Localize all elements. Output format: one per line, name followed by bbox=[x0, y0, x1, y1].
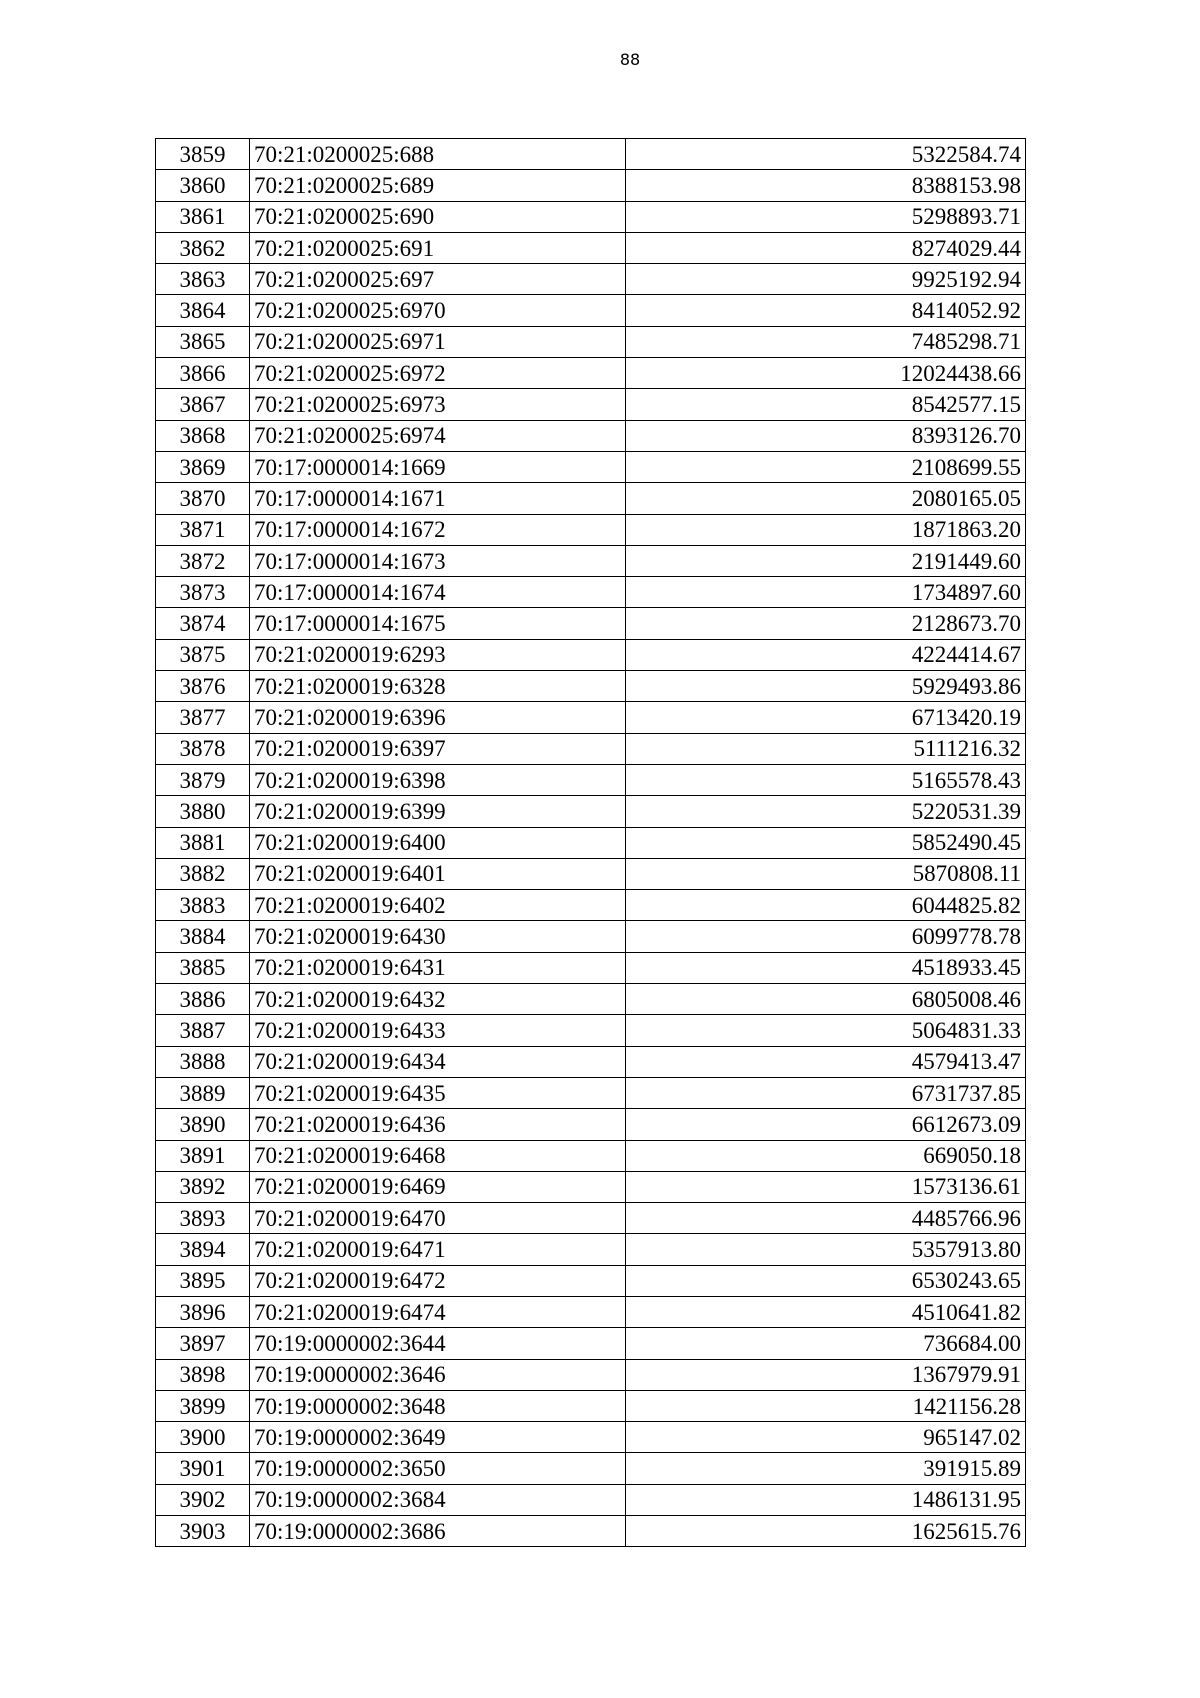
row-number-cell: 3872 bbox=[156, 545, 250, 576]
table-row bbox=[156, 639, 1026, 670]
value-cell: 6713420.19 bbox=[626, 702, 1026, 733]
table-row bbox=[156, 702, 1026, 733]
row-number-cell: 3891 bbox=[156, 1140, 250, 1171]
row-number-cell: 3877 bbox=[156, 702, 250, 733]
value-cell: 6099778.78 bbox=[626, 921, 1026, 952]
value-cell: 5165578.43 bbox=[626, 764, 1026, 795]
table-row bbox=[156, 1234, 1026, 1265]
table-row bbox=[156, 858, 1026, 889]
value-cell: 5220531.39 bbox=[626, 796, 1026, 827]
cadastral-number-cell: 70:17:0000014:1671 bbox=[250, 483, 626, 514]
cadastral-number-cell: 70:21:0200019:6468 bbox=[250, 1140, 626, 1171]
cadastral-number-cell: 70:19:0000002:3650 bbox=[250, 1453, 626, 1484]
table-row bbox=[156, 608, 1026, 639]
cadastral-number-cell: 70:21:0200019:6470 bbox=[250, 1203, 626, 1234]
cadastral-number-cell: 70:19:0000002:3684 bbox=[250, 1484, 626, 1515]
table-row bbox=[156, 1296, 1026, 1327]
value-cell: 965147.02 bbox=[626, 1422, 1026, 1453]
value-cell: 8414052.92 bbox=[626, 295, 1026, 326]
row-number-cell: 3879 bbox=[156, 764, 250, 795]
row-number-cell: 3892 bbox=[156, 1171, 250, 1202]
row-number-cell: 3886 bbox=[156, 984, 250, 1015]
row-number-cell: 3859 bbox=[156, 139, 250, 170]
value-cell: 1573136.61 bbox=[626, 1171, 1026, 1202]
value-cell: 5064831.33 bbox=[626, 1015, 1026, 1046]
value-cell: 2191449.60 bbox=[626, 545, 1026, 576]
row-number-cell: 3899 bbox=[156, 1390, 250, 1421]
table-row bbox=[156, 451, 1026, 482]
cadastral-number-cell: 70:21:0200019:6436 bbox=[250, 1109, 626, 1140]
table-row bbox=[156, 1109, 1026, 1140]
table-row bbox=[156, 295, 1026, 326]
cadastral-number-cell: 70:21:0200019:6328 bbox=[250, 671, 626, 702]
table-row bbox=[156, 827, 1026, 858]
row-number-cell: 3860 bbox=[156, 170, 250, 201]
value-cell: 9925192.94 bbox=[626, 264, 1026, 295]
row-number-cell: 3868 bbox=[156, 420, 250, 451]
row-number-cell: 3871 bbox=[156, 514, 250, 545]
table-row bbox=[156, 545, 1026, 576]
row-number-cell: 3901 bbox=[156, 1453, 250, 1484]
row-number-cell: 3889 bbox=[156, 1077, 250, 1108]
cadastral-number-cell: 70:21:0200019:6433 bbox=[250, 1015, 626, 1046]
cadastral-number-cell: 70:19:0000002:3686 bbox=[250, 1516, 626, 1547]
cadastral-number-cell: 70:21:0200019:6400 bbox=[250, 827, 626, 858]
cadastral-number-cell: 70:21:0200025:689 bbox=[250, 170, 626, 201]
table-row bbox=[156, 1390, 1026, 1421]
value-cell: 5852490.45 bbox=[626, 827, 1026, 858]
cadastral-number-cell: 70:21:0200025:688 bbox=[250, 139, 626, 170]
row-number-cell: 3861 bbox=[156, 201, 250, 232]
table-row bbox=[156, 1140, 1026, 1171]
value-cell: 1734897.60 bbox=[626, 577, 1026, 608]
cadastral-number-cell: 70:21:0200019:6402 bbox=[250, 890, 626, 921]
value-cell: 5357913.80 bbox=[626, 1234, 1026, 1265]
row-number-cell: 3893 bbox=[156, 1203, 250, 1234]
cadastral-number-cell: 70:21:0200019:6434 bbox=[250, 1046, 626, 1077]
table-row bbox=[156, 1516, 1026, 1547]
row-number-cell: 3878 bbox=[156, 733, 250, 764]
table-row bbox=[156, 170, 1026, 201]
value-cell: 5929493.86 bbox=[626, 671, 1026, 702]
row-number-cell: 3890 bbox=[156, 1109, 250, 1140]
table-row bbox=[156, 796, 1026, 827]
table-row bbox=[156, 1359, 1026, 1390]
row-number-cell: 3896 bbox=[156, 1296, 250, 1327]
cadastral-number-cell: 70:21:0200025:6971 bbox=[250, 326, 626, 357]
value-cell: 7485298.71 bbox=[626, 326, 1026, 357]
table-row bbox=[156, 921, 1026, 952]
table-row bbox=[156, 1203, 1026, 1234]
row-number-cell: 3874 bbox=[156, 608, 250, 639]
row-number-cell: 3884 bbox=[156, 921, 250, 952]
value-cell: 2128673.70 bbox=[626, 608, 1026, 639]
table-row bbox=[156, 671, 1026, 702]
cadastral-number-cell: 70:21:0200019:6430 bbox=[250, 921, 626, 952]
value-cell: 4579413.47 bbox=[626, 1046, 1026, 1077]
table-row bbox=[156, 358, 1026, 389]
value-cell: 1421156.28 bbox=[626, 1390, 1026, 1421]
cadastral-value-table bbox=[155, 138, 1026, 1547]
value-cell: 1367979.91 bbox=[626, 1359, 1026, 1390]
table-row bbox=[156, 1015, 1026, 1046]
table-row bbox=[156, 264, 1026, 295]
value-cell: 669050.18 bbox=[626, 1140, 1026, 1171]
table-row bbox=[156, 139, 1026, 170]
cadastral-number-cell: 70:21:0200019:6398 bbox=[250, 764, 626, 795]
value-cell: 6731737.85 bbox=[626, 1077, 1026, 1108]
table-row bbox=[156, 890, 1026, 921]
table-row bbox=[156, 1328, 1026, 1359]
cadastral-number-cell: 70:19:0000002:3646 bbox=[250, 1359, 626, 1390]
row-number-cell: 3869 bbox=[156, 451, 250, 482]
row-number-cell: 3882 bbox=[156, 858, 250, 889]
cadastral-number-cell: 70:21:0200019:6435 bbox=[250, 1077, 626, 1108]
table-row bbox=[156, 1484, 1026, 1515]
value-cell: 6612673.09 bbox=[626, 1109, 1026, 1140]
row-number-cell: 3898 bbox=[156, 1359, 250, 1390]
value-cell: 8274029.44 bbox=[626, 232, 1026, 263]
row-number-cell: 3903 bbox=[156, 1516, 250, 1547]
table-row bbox=[156, 326, 1026, 357]
row-number-cell: 3862 bbox=[156, 232, 250, 263]
cadastral-number-cell: 70:21:0200019:6397 bbox=[250, 733, 626, 764]
table-row bbox=[156, 1077, 1026, 1108]
cadastral-number-cell: 70:19:0000002:3644 bbox=[250, 1328, 626, 1359]
cadastral-number-cell: 70:21:0200019:6469 bbox=[250, 1171, 626, 1202]
cadastral-number-cell: 70:17:0000014:1669 bbox=[250, 451, 626, 482]
value-cell: 736684.00 bbox=[626, 1328, 1026, 1359]
cadastral-number-cell: 70:21:0200019:6401 bbox=[250, 858, 626, 889]
table-row bbox=[156, 1265, 1026, 1296]
row-number-cell: 3897 bbox=[156, 1328, 250, 1359]
value-cell: 8542577.15 bbox=[626, 389, 1026, 420]
table-row bbox=[156, 1453, 1026, 1484]
table-row bbox=[156, 483, 1026, 514]
row-number-cell: 3895 bbox=[156, 1265, 250, 1296]
value-cell: 6044825.82 bbox=[626, 890, 1026, 921]
row-number-cell: 3870 bbox=[156, 483, 250, 514]
cadastral-number-cell: 70:21:0200025:690 bbox=[250, 201, 626, 232]
cadastral-number-cell: 70:21:0200025:6972 bbox=[250, 358, 626, 389]
table-row bbox=[156, 514, 1026, 545]
table-row bbox=[156, 1422, 1026, 1453]
row-number-cell: 3883 bbox=[156, 890, 250, 921]
row-number-cell: 3900 bbox=[156, 1422, 250, 1453]
table-row bbox=[156, 389, 1026, 420]
cadastral-number-cell: 70:17:0000014:1674 bbox=[250, 577, 626, 608]
table-row bbox=[156, 952, 1026, 983]
cadastral-number-cell: 70:21:0200025:6970 bbox=[250, 295, 626, 326]
cadastral-number-cell: 70:21:0200025:691 bbox=[250, 232, 626, 263]
cadastral-number-cell: 70:21:0200019:6396 bbox=[250, 702, 626, 733]
value-cell: 4518933.45 bbox=[626, 952, 1026, 983]
value-cell: 4485766.96 bbox=[626, 1203, 1026, 1234]
row-number-cell: 3888 bbox=[156, 1046, 250, 1077]
table-row bbox=[156, 577, 1026, 608]
value-cell: 2108699.55 bbox=[626, 451, 1026, 482]
row-number-cell: 3881 bbox=[156, 827, 250, 858]
cadastral-number-cell: 70:21:0200019:6399 bbox=[250, 796, 626, 827]
cadastral-number-cell: 70:21:0200025:697 bbox=[250, 264, 626, 295]
cadastral-number-cell: 70:17:0000014:1675 bbox=[250, 608, 626, 639]
value-cell: 8393126.70 bbox=[626, 420, 1026, 451]
table-row bbox=[156, 733, 1026, 764]
value-cell: 391915.89 bbox=[626, 1453, 1026, 1484]
cadastral-number-cell: 70:21:0200019:6432 bbox=[250, 984, 626, 1015]
row-number-cell: 3867 bbox=[156, 389, 250, 420]
value-cell: 1625615.76 bbox=[626, 1516, 1026, 1547]
row-number-cell: 3902 bbox=[156, 1484, 250, 1515]
table-row bbox=[156, 764, 1026, 795]
value-cell: 2080165.05 bbox=[626, 483, 1026, 514]
row-number-cell: 3887 bbox=[156, 1015, 250, 1046]
value-cell: 4224414.67 bbox=[626, 639, 1026, 670]
value-cell: 5322584.74 bbox=[626, 139, 1026, 170]
row-number-cell: 3863 bbox=[156, 264, 250, 295]
row-number-cell: 3876 bbox=[156, 671, 250, 702]
cadastral-number-cell: 70:17:0000014:1673 bbox=[250, 545, 626, 576]
value-cell: 8388153.98 bbox=[626, 170, 1026, 201]
row-number-cell: 3865 bbox=[156, 326, 250, 357]
cadastral-number-cell: 70:21:0200019:6474 bbox=[250, 1296, 626, 1327]
row-number-cell: 3864 bbox=[156, 295, 250, 326]
value-cell: 5870808.11 bbox=[626, 858, 1026, 889]
value-cell: 5111216.32 bbox=[626, 733, 1026, 764]
cadastral-number-cell: 70:17:0000014:1672 bbox=[250, 514, 626, 545]
table-row bbox=[156, 232, 1026, 263]
table-row bbox=[156, 201, 1026, 232]
table-row bbox=[156, 420, 1026, 451]
table-row bbox=[156, 1171, 1026, 1202]
value-cell: 6530243.65 bbox=[626, 1265, 1026, 1296]
cadastral-number-cell: 70:21:0200019:6431 bbox=[250, 952, 626, 983]
table-row bbox=[156, 1046, 1026, 1077]
table-body bbox=[156, 139, 1026, 1547]
row-number-cell: 3894 bbox=[156, 1234, 250, 1265]
row-number-cell: 3880 bbox=[156, 796, 250, 827]
row-number-cell: 3875 bbox=[156, 639, 250, 670]
value-cell: 5298893.71 bbox=[626, 201, 1026, 232]
row-number-cell: 3866 bbox=[156, 358, 250, 389]
cadastral-number-cell: 70:21:0200025:6973 bbox=[250, 389, 626, 420]
value-cell: 1871863.20 bbox=[626, 514, 1026, 545]
row-number-cell: 3873 bbox=[156, 577, 250, 608]
table-row bbox=[156, 984, 1026, 1015]
cadastral-number-cell: 70:21:0200019:6472 bbox=[250, 1265, 626, 1296]
value-cell: 4510641.82 bbox=[626, 1296, 1026, 1327]
value-cell: 1486131.95 bbox=[626, 1484, 1026, 1515]
cadastral-number-cell: 70:21:0200025:6974 bbox=[250, 420, 626, 451]
cadastral-number-cell: 70:19:0000002:3648 bbox=[250, 1390, 626, 1421]
value-cell: 6805008.46 bbox=[626, 984, 1026, 1015]
value-cell: 12024438.66 bbox=[626, 358, 1026, 389]
cadastral-number-cell: 70:19:0000002:3649 bbox=[250, 1422, 626, 1453]
cadastral-number-cell: 70:21:0200019:6471 bbox=[250, 1234, 626, 1265]
page-number: 88 bbox=[619, 50, 641, 69]
row-number-cell: 3885 bbox=[156, 952, 250, 983]
cadastral-number-cell: 70:21:0200019:6293 bbox=[250, 639, 626, 670]
